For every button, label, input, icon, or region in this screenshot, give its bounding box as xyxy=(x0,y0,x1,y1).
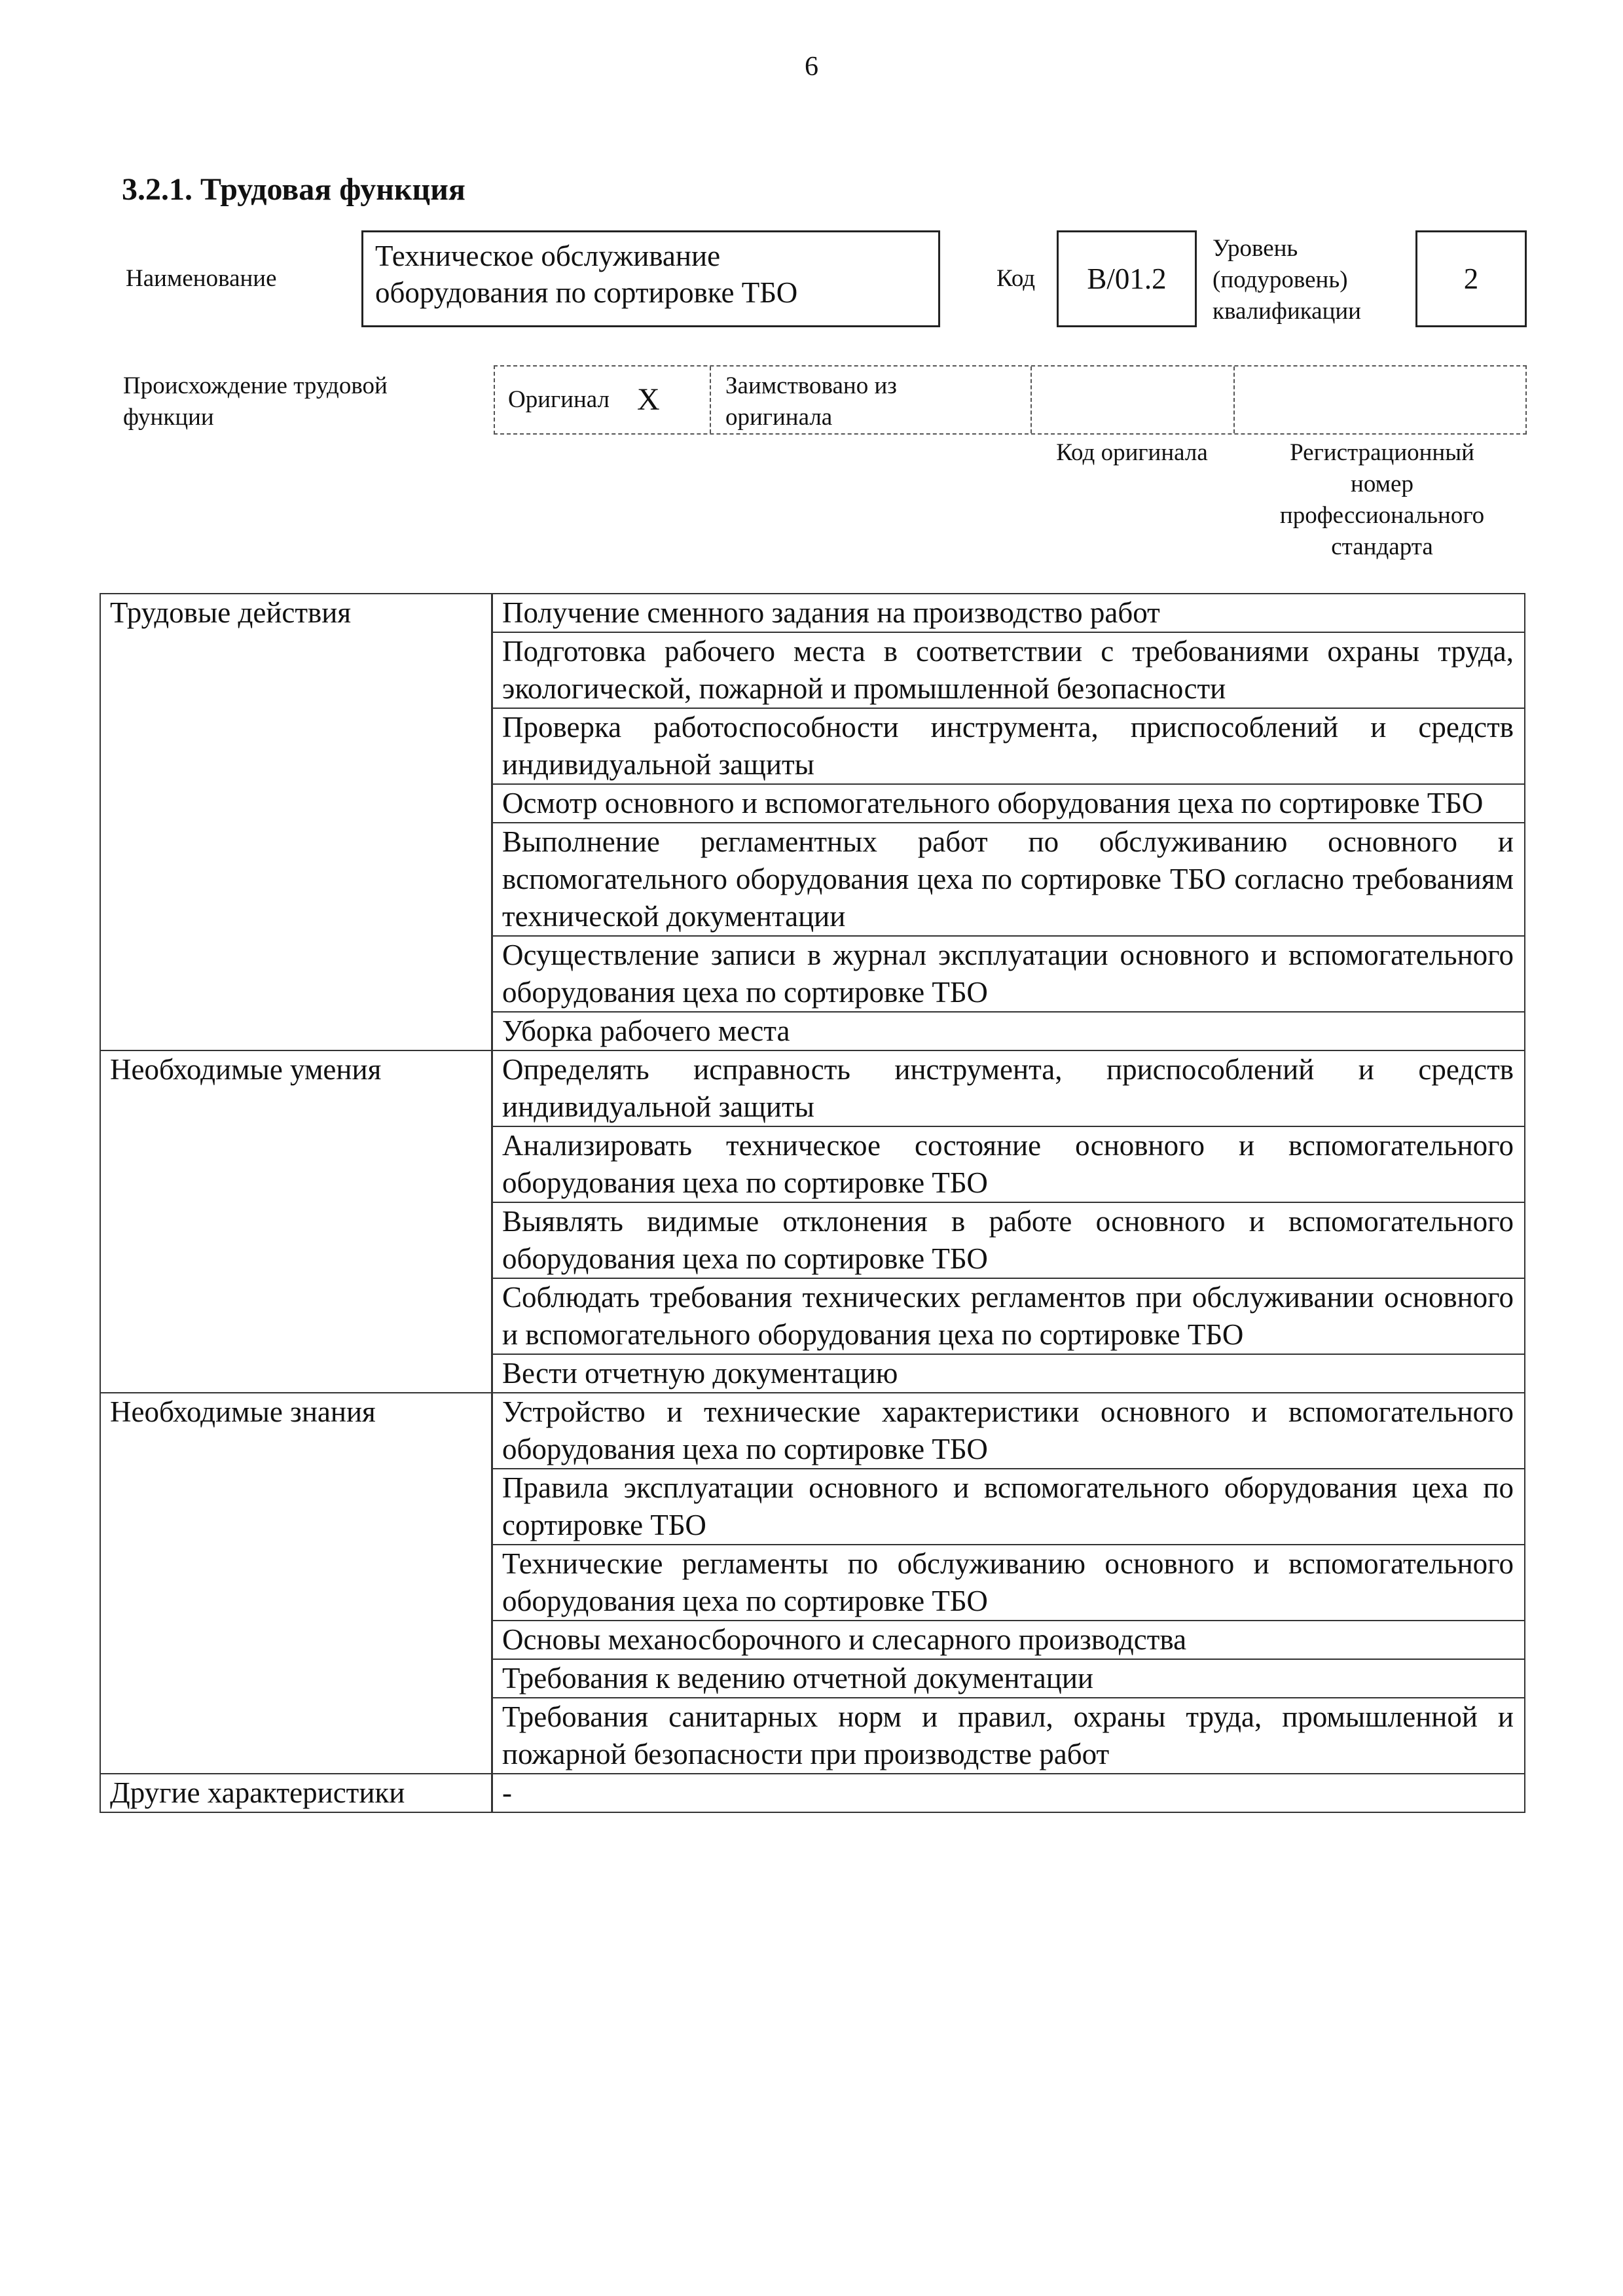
origin-label xyxy=(123,370,388,433)
reg-number-line1: Регистрационный xyxy=(1290,439,1474,466)
level-value: 2 xyxy=(1415,230,1527,327)
item-cell: Выявлять видимые отклонения в работе основного и вспомогательного оборудования цеха по сортировке ТБО xyxy=(492,1202,1525,1278)
level-label-line3: квалификации xyxy=(1213,298,1361,325)
category-cell: Трудовые действия xyxy=(100,594,492,1050)
table-body xyxy=(100,594,1525,1812)
code-label: Код xyxy=(996,265,1036,292)
item-cell: Требования к ведению отчетной документации xyxy=(492,1659,1525,1698)
item-cell: Получение сменного задания на производство работ xyxy=(492,594,1525,632)
item-cell: - xyxy=(492,1774,1525,1812)
original-mark: X xyxy=(637,382,660,417)
item-cell: Вести отчетную документацию xyxy=(492,1354,1525,1393)
category-cell: Необходимые знания xyxy=(100,1393,492,1774)
origin-label-line1: Происхождение трудовой xyxy=(123,372,388,399)
section-title: 3.2.1. Трудовая функция xyxy=(122,172,465,207)
item-cell: Устройство и технические характеристики основного и вспомогательного оборудования цеха по сортировке ТБО xyxy=(492,1393,1525,1469)
origin-label-line2: функции xyxy=(123,404,214,431)
origin-grid xyxy=(494,365,1527,435)
table-row xyxy=(100,1393,1525,1469)
code-value: В/01.2 xyxy=(1057,230,1197,327)
origin-original-cell xyxy=(495,367,711,433)
item-cell: Проверка работоспособности инструмента, приспособлений и средств индивидуальной защиты xyxy=(492,708,1525,784)
reg-number-line4: стандарта xyxy=(1331,533,1433,560)
item-cell: Подготовка рабочего места в соответствии с требованиями охраны труда, экологической, пожарной и промышленной безопасности xyxy=(492,632,1525,708)
origin-borrowed-cell xyxy=(711,367,1032,433)
table-row xyxy=(100,594,1525,632)
function-name-box xyxy=(361,230,940,327)
table-row xyxy=(100,1050,1525,1126)
level-label-line2: (подуровень) xyxy=(1213,266,1348,293)
original-label: Оригинал xyxy=(508,386,610,413)
borrowed-label-line2: оригинала xyxy=(725,404,833,431)
item-cell: Определять исправность инструмента, приспособлений и средств индивидуальной защиты xyxy=(492,1050,1525,1126)
function-name-line2: оборудования по сортировке ТБО xyxy=(375,276,798,309)
item-cell: Выполнение регламентных работ по обслуживанию основного и вспомогательного оборудования цеха по сортировке ТБО согласно требованиям технической документации xyxy=(492,823,1525,936)
item-cell: Правила эксплуатации основного и вспомогательного оборудования цеха по сортировке ТБО xyxy=(492,1469,1525,1545)
registration-number-label xyxy=(1237,437,1527,563)
code-original-label: Код оригинала xyxy=(1056,439,1208,466)
item-cell: Технические регламенты по обслуживанию основного и вспомогательного оборудования цеха по сортировке ТБО xyxy=(492,1545,1525,1621)
item-cell: Осуществление записи в журнал эксплуатации основного и вспомогательного оборудования цеха по сортировке ТБО xyxy=(492,936,1525,1012)
table-row xyxy=(100,1774,1525,1812)
origin-reg-number-cell xyxy=(1235,367,1525,433)
item-cell: Уборка рабочего места xyxy=(492,1012,1525,1050)
item-cell: Соблюдать требования технических регламентов при обслуживании основного и вспомогательного оборудования цеха по сортировке ТБО xyxy=(492,1278,1525,1354)
qualification-level-label xyxy=(1213,233,1361,327)
function-name-line1: Техническое обслуживание xyxy=(375,240,721,272)
item-cell: Осмотр основного и вспомогательного оборудования цеха по сортировке ТБО xyxy=(492,784,1525,823)
page-number: 6 xyxy=(805,52,818,82)
origin-code-cell xyxy=(1032,367,1235,433)
labor-function-table xyxy=(100,593,1525,1813)
borrowed-label-line1: Заимствовано из xyxy=(725,372,897,399)
reg-number-line3: профессионального xyxy=(1279,502,1485,529)
level-label-line1: Уровень xyxy=(1213,235,1298,262)
item-cell: Основы механосборочного и слесарного производства xyxy=(492,1621,1525,1659)
category-cell: Другие характеристики xyxy=(100,1774,492,1812)
item-cell: Требования санитарных норм и правил, охраны труда, промышленной и пожарной безопасности при производстве работ xyxy=(492,1698,1525,1774)
reg-number-line2: номер xyxy=(1351,471,1413,497)
category-cell: Необходимые умения xyxy=(100,1050,492,1393)
name-label: Наименование xyxy=(126,265,277,292)
item-cell: Анализировать техническое состояние основного и вспомогательного оборудования цеха по сортировке ТБО xyxy=(492,1126,1525,1202)
